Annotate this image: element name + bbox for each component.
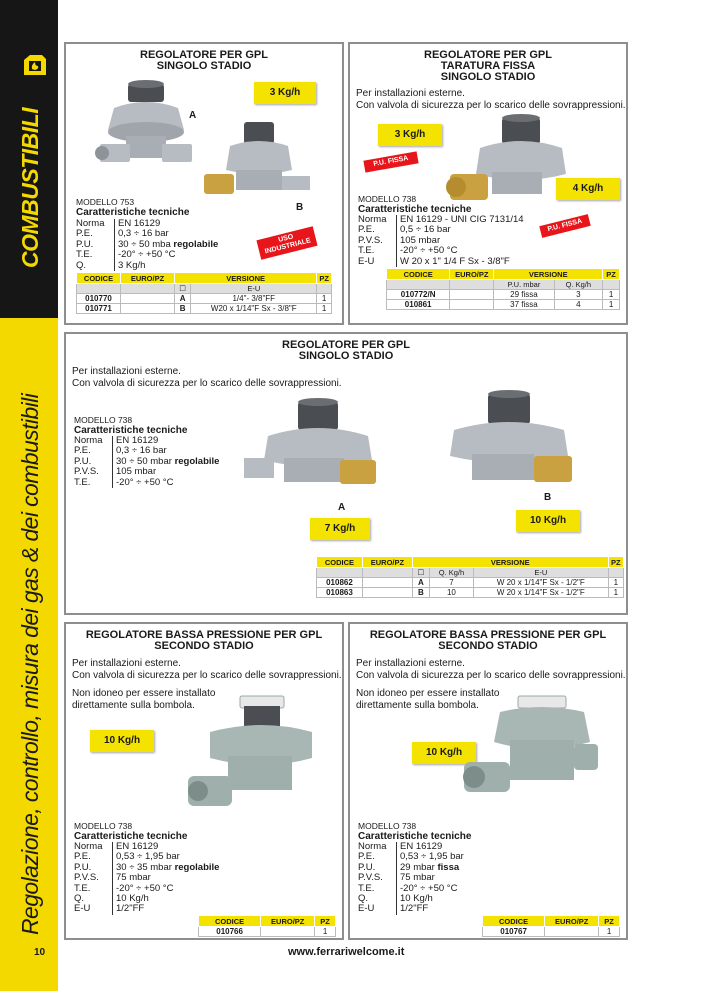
table-row: 010861 37 fissa 4 1 xyxy=(387,300,620,310)
spec-row xyxy=(358,904,464,914)
specs-title: Caratteristiche tecniche xyxy=(74,425,188,436)
spec-row xyxy=(74,904,219,914)
table-row: 010770 A 1/4"- 3/8"FF 1 xyxy=(77,294,332,304)
product-table: CODICE EURO/PZ VERSIONE PZ ☐ E-U 010770 A 1/4"- 3/8"FF 1 010771 B W20 x 1/14"F Sx - 3/8"F 1 xyxy=(76,272,332,314)
capacity-tag: 3 Kg/h xyxy=(254,82,316,104)
table-row: 010863 B 10 W 20 x 1/14"F Sx - 1/2"F 1 xyxy=(317,588,624,598)
spec-row xyxy=(76,261,218,271)
spec-key: P.V.S. xyxy=(358,234,383,246)
product-panel-second-stage-fixed xyxy=(348,622,628,940)
spec-key: P.E. xyxy=(74,445,91,457)
spec-value: 1/2"FF xyxy=(112,904,144,914)
spec-key: Q. xyxy=(358,893,369,905)
spec-value: 105 mbar xyxy=(112,467,156,477)
capacity-tag: 10 Kg/h xyxy=(516,510,580,532)
spec-value: 0,53 ÷ 1,95 bar xyxy=(396,852,464,862)
table-row: 010772/N 29 fissa 3 1 xyxy=(387,290,620,300)
regulator-b-image xyxy=(426,390,576,494)
product-table: CODICE EURO/PZ PZ 010767 1 xyxy=(482,915,620,937)
spec-value: 30 ÷ 35 mbar regolabile xyxy=(112,863,219,873)
panel-subtitle-2: SINGOLO STADIO xyxy=(440,71,536,83)
panel-subtitle: SECONDO STADIO xyxy=(154,640,254,652)
spec-key: Norma xyxy=(74,435,103,446)
description: direttamente sulla bombola. xyxy=(72,700,195,711)
spec-row xyxy=(76,250,218,260)
fixed-pressure-tag: P.U. FISSA xyxy=(539,214,590,238)
spec-key: P.E. xyxy=(76,228,93,240)
panel-title: REGOLATORE PER GPL xyxy=(140,49,268,61)
table-row: 010771 B W20 x 1/14"F Sx - 3/8"F 1 xyxy=(77,304,332,314)
spec-key: P.U. xyxy=(358,861,376,873)
spec-key: T.E. xyxy=(358,245,375,257)
spec-value: -20° ÷ +50 °C xyxy=(114,250,175,260)
section-title: COMBUSTIBILI xyxy=(17,107,43,268)
spec-value: EN 16129 xyxy=(396,842,442,852)
capacity-tag: 10 Kg/h xyxy=(412,742,476,764)
spec-key: Norma xyxy=(74,841,103,852)
spec-value: EN 16129 xyxy=(112,842,158,852)
spec-key: T.E. xyxy=(358,882,375,894)
spec-key: E-U xyxy=(74,903,91,915)
description: direttamente sulla bombola. xyxy=(356,700,479,711)
description: Con valvola di sicurezza per lo scarico delle sovrappressioni. xyxy=(72,670,342,681)
spec-value: 0,3 ÷ 16 bar xyxy=(112,446,167,456)
spec-value: 30 ÷ 50 mbar regolabile xyxy=(112,457,219,467)
spec-key: Norma xyxy=(76,218,105,229)
model-line: MODELLO 753 xyxy=(76,197,135,207)
specs-table xyxy=(358,215,524,267)
spec-row xyxy=(74,894,219,904)
panel-title: REGOLATORE BASSA PRESSIONE PER GPL xyxy=(85,629,323,641)
panel-subtitle: SECONDO STADIO xyxy=(438,640,538,652)
description: Per installazioni esterne. xyxy=(72,366,181,377)
capacity-tag: 3 Kg/h xyxy=(378,124,442,146)
model-line: MODELLO 738 xyxy=(358,821,417,831)
description: Con valvola di sicurezza per lo scarico delle sovrappressioni. xyxy=(72,378,342,389)
spec-key: P.U. xyxy=(74,455,92,467)
spec-key: P.E. xyxy=(74,851,91,863)
spec-value: -20° ÷ +50 °C xyxy=(396,884,457,894)
spec-value: -20° ÷ +50 °C xyxy=(396,246,457,256)
spec-value: 10 Kg/h xyxy=(112,894,149,904)
spec-key: P.U. xyxy=(76,238,94,250)
spec-key: Q. xyxy=(76,259,87,271)
specs-table xyxy=(76,219,218,271)
specs-title: Caratteristiche tecniche xyxy=(358,204,472,215)
regulator-a-image xyxy=(92,78,202,178)
table-row: 010766 1 xyxy=(199,927,336,937)
spec-key: Norma xyxy=(358,214,387,225)
spec-key: P.U. xyxy=(74,861,92,873)
panel-subtitle: SINGOLO STADIO xyxy=(298,350,394,362)
product-table: CODICE EURO/PZ VERSIONE PZ P.U. mbar Q. Kg/h 010772/N 29 fissa 3 1 010861 37 fissa 4 1 xyxy=(386,268,620,310)
product-table: CODICE EURO/PZ VERSIONE PZ ☐ Q. Kg/h E-U 010862 A 7 W 20 x 1/14"F Sx - 1/2"F 1 010863 B 10 W 20 x 1/14"F Sx - 1/2"F 1 xyxy=(316,556,624,598)
spec-value: 0,3 ÷ 16 bar xyxy=(114,229,169,239)
spec-value: 29 mbar fissa xyxy=(396,863,459,873)
panel-title: REGOLATORE PER GPL xyxy=(282,339,410,351)
category-heading: Regolazione, controllo, misura dei gas & dei combustibili xyxy=(17,393,43,935)
description: Non idoneo per essere installato xyxy=(72,688,216,699)
model-line: MODELLO 738 xyxy=(74,415,133,425)
spec-key: P.V.S. xyxy=(74,466,99,478)
model-line: MODELLO 738 xyxy=(358,194,417,204)
spec-key: E-U xyxy=(358,255,375,267)
spec-key: P.V.S. xyxy=(74,872,99,884)
spec-key: P.V.S. xyxy=(358,872,383,884)
product-table: CODICE EURO/PZ PZ 010766 1 xyxy=(198,915,336,937)
label-b: B xyxy=(296,202,304,213)
product-panel-second-stage-adjustable xyxy=(64,622,344,940)
spec-value: 0,53 ÷ 1,95 bar xyxy=(112,852,180,862)
spec-value: 75 mbar xyxy=(112,873,151,883)
capacity-tag: 4 Kg/h xyxy=(556,178,620,200)
panel-subtitle: SINGOLO STADIO xyxy=(156,60,252,72)
description: Per installazioni esterne. xyxy=(72,658,181,669)
spec-value: 75 mbar xyxy=(396,873,435,883)
description: Con valvola di sicurezza per lo scarico delle sovrappressioni. xyxy=(356,670,626,681)
spec-key: E-U xyxy=(358,903,375,915)
description: Per installazioni esterne. xyxy=(356,88,465,99)
specs-table xyxy=(358,842,464,915)
panel-title: REGOLATORE BASSA PRESSIONE PER GPL xyxy=(369,629,607,641)
spec-value: 30 ÷ 50 mba regolabile xyxy=(114,240,218,250)
spec-key: P.E. xyxy=(358,851,375,863)
label-b: B xyxy=(544,492,552,503)
regulator-image xyxy=(440,112,570,212)
spec-key: T.E. xyxy=(74,476,91,488)
spec-row xyxy=(74,478,219,488)
label-a: A xyxy=(189,110,197,121)
spec-value: 3 Kg/h xyxy=(114,261,145,271)
table-row: 010767 1 xyxy=(483,927,620,937)
regulator-b-image xyxy=(200,118,320,208)
specs-title: Caratteristiche tecniche xyxy=(76,207,190,218)
spec-value: EN 16129 - UNI CIG 7131/14 xyxy=(396,215,524,225)
spec-value: 1/2"FF xyxy=(396,904,428,914)
spec-value: EN 16129 xyxy=(112,436,158,446)
spec-value: 105 mbar xyxy=(396,236,440,246)
capacity-tag: 7 Kg/h xyxy=(310,518,370,540)
spec-key: Q. xyxy=(74,893,85,905)
fuel-can-icon xyxy=(20,52,50,78)
industrial-use-tag: USO INDUSTRIALE xyxy=(256,226,317,259)
panel-title: REGOLATORE PER GPL xyxy=(424,49,552,61)
page-number: 10 xyxy=(34,947,46,958)
regulator-image xyxy=(184,692,314,818)
spec-value: EN 16129 xyxy=(114,219,160,229)
fixed-pressure-tag: P.U. FISSA xyxy=(363,151,418,172)
spec-value: 0,5 ÷ 16 bar xyxy=(396,225,451,235)
product-panel-738-adjustable xyxy=(64,332,628,615)
description: Con valvola di sicurezza per lo scarico delle sovrappressioni. xyxy=(356,100,626,111)
description: Per installazioni esterne. xyxy=(356,658,465,669)
spec-value: W 20 x 1" 1/4 F Sx - 3/8"F xyxy=(396,257,510,267)
specs-title: Caratteristiche tecniche xyxy=(358,831,472,842)
spec-value: 10 Kg/h xyxy=(396,894,433,904)
spec-row xyxy=(358,257,524,267)
panel-subtitle: TARATURA FISSA xyxy=(440,60,536,72)
regulator-a-image xyxy=(240,396,380,500)
label-a: A xyxy=(338,502,346,513)
table-row: 010862 A 7 W 20 x 1/14"F Sx - 1/2"F 1 xyxy=(317,578,624,588)
specs-table xyxy=(74,436,219,488)
spec-value: -20° ÷ +50 °C xyxy=(112,478,173,488)
product-panel-738-fixed xyxy=(348,42,628,325)
model-line: MODELLO 738 xyxy=(74,821,133,831)
footer-url[interactable]: www.ferrariwelcome.it xyxy=(288,946,405,958)
description: Non idoneo per essere installato xyxy=(356,688,500,699)
spec-key: Norma xyxy=(358,841,387,852)
product-panel-753 xyxy=(64,42,344,325)
spec-key: P.E. xyxy=(358,224,375,236)
capacity-tag: 10 Kg/h xyxy=(90,730,154,752)
spec-key: T.E. xyxy=(74,882,91,894)
regulator-image xyxy=(460,692,600,818)
spec-key: T.E. xyxy=(76,249,93,261)
specs-table xyxy=(74,842,219,915)
spec-value: -20° ÷ +50 °C xyxy=(112,884,173,894)
specs-title: Caratteristiche tecniche xyxy=(74,831,188,842)
